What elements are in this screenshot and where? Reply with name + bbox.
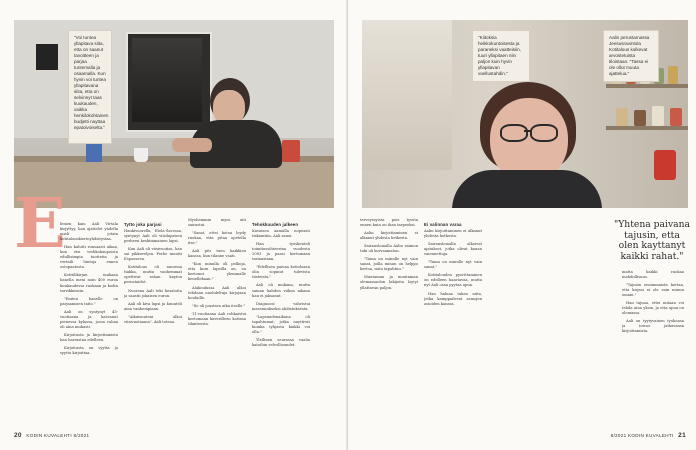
photo-caption-right-1: "Kiitoksia heikkokuntoisesta ja paraneksi vaatteisiin, tuuri yllapitaen niin paljon kuin hyvin yllapitavan vaellustahdin." <box>472 30 530 82</box>
page-number-right: 21 <box>678 432 686 439</box>
footer-right <box>611 432 686 439</box>
paragraph: "Tama on minulle nyt vain sanat, joilla minun on helppo kertoa, mita tapahtuu." <box>360 257 418 272</box>
body-column-3 <box>188 218 246 430</box>
magazine-label-left: KODIN KUVALEHTI 8/2021 <box>26 433 90 438</box>
paragraph: Han tyoskenteli toimitussihteerina vuodesta 2003 ja paasi kertomaan tarinastaan. <box>252 242 310 262</box>
paragraph: "Aikuisuuteni alkoi viisivuotiaana", Aali toteaa. <box>124 314 182 324</box>
section-heading: Tehokkuuden jalkeen <box>252 222 299 227</box>
photo-caption-right-2: Aalin perustamassa Jeesusravintola Kotitalous kulkevat arvostetuista tiloistaan. "Tassa ei ole ollut muuta ajattelua." <box>603 30 659 82</box>
section-heading: Tytto joka parjasi <box>124 222 162 227</box>
paragraph: Sairauslomalla Aalin vaimon tuki oli korvaamaton. <box>360 244 418 254</box>
paragraph: "Lapsuudenaikana oli tapahtumat, jotka nayttivat kuinka tyhjasta kaikki voi olla." <box>252 314 310 334</box>
body-column-6 <box>424 218 482 430</box>
paragraph: Aalin kirjoittaminen ei alkanut yhdesta hetkesta. <box>360 231 418 241</box>
paragraph: Kun Aali oli viisivuotias, han sai pikkuveljen. Perhe muutti Espooseen. <box>124 247 182 262</box>
body-column-7 <box>622 270 684 430</box>
paragraph: "Kun minulla oli pelkoja, etta kuin lapsilla on, en kertonut ylemmalle kenellekaan." <box>188 262 246 282</box>
body-column-1 <box>60 222 118 430</box>
magazine-label-right: 8/2021 KODIN KUVALEHTI <box>610 433 674 438</box>
paragraph: Aali piti tuen kaikkien kanssa, kun tilanne vaati. <box>188 249 246 259</box>
drop-cap: E <box>14 184 66 264</box>
photo-woman-at-table <box>14 20 334 208</box>
paragraph: Aali on syntynyt 45-vuotiaana ja kasvanut pienessa kylassa, jossa rahaa oli aina niukasti. <box>60 309 118 329</box>
paragraph: "Sanoi, ettei kotoa loydy ruokaa, etta pitaa opetella itse." <box>188 231 246 246</box>
paragraph: terveyssyista pois tyosta ennen kuin on ihan tarpeeksi. <box>360 218 418 228</box>
page-number-left: 20 <box>14 432 22 439</box>
paragraph: Kotitilikirjan mukaan hanella meni noin 400 euroa kuukaudessa ruokaan ja kodin tarvikkeisiin. <box>60 273 118 293</box>
paragraph: Kirjoitusta on syytta ja syytta kirjoittaa. <box>60 345 118 356</box>
paragraph: Kotitalouden pyorittaminen on edelleen haastavaa, mutta nyt Aali osaa pyytaa apua. <box>424 273 482 288</box>
footer-left <box>14 432 89 439</box>
pull-quote: "Yhtena paivana tajusin, etta olen kayttanyt kaikki rahat." <box>614 219 691 262</box>
paragraph: matta kaikki ruokaa mahdollisuus. <box>622 270 684 280</box>
paragraph: Haukivuorella, Etela-Savossa, syntynyt Aali oli viisilapsisen perheen keskimmainen lapsi. <box>124 229 182 244</box>
paragraph: Alakoulussa Aali alkoi tehdaan unohdeltuja kirjojaan kouluille. <box>188 285 246 300</box>
paragraph: "Se oli joustava aika itselle." <box>192 303 246 308</box>
body-column-4 <box>252 218 310 430</box>
paragraph: Kavaisen aamulla nopeasti tiskiantiin, Aali sanoi. <box>252 229 310 239</box>
paragraph: Aali oli mukana, mutta saman kahden viikon aikana han ei jaksanut. <box>252 283 310 298</box>
photo-caption-left: "Voi tuntea yllapitava siita, etta on saanut tavoitteen ja parjaa tuntemalla ja osaamalla. Kun hyvin voi tuntea yllapitavana siita, etta on selvinnyt taas kuukauden, vaikka henkilokohtainen budjetti nayttaa epatoivoiselta." <box>68 30 112 144</box>
paragraph: Ylellinen seurassa vaalia katoihin velvollisuudet. <box>252 337 310 347</box>
body-intro: lemen kaiu Aali Virtala kirjyttyy, han ajattelet yhdella mieli jotain kotitalouskiertoyhdistystaa. <box>60 222 118 242</box>
body-column-5 <box>360 218 418 430</box>
paragraph: "Tajusin ensimmaista kertaa, etta kirjasi ei ole vain minun omani." <box>622 283 684 298</box>
paragraph: Han haluaa tukea niita, jotka kamppailevat samojen asioiden kanssa. <box>424 291 482 306</box>
paragraph: Han kulutti runsaasti aikaa, kun etsi verkkokaupoista edullisimpia tuotteita ja vertaili hintoja ennen ostopaatosta. <box>60 245 118 270</box>
paragraph: Kotitalous oli nuorena tiukka, mutta vanhemmat opettivat rahan kayton perustaidot. <box>124 265 182 285</box>
paragraph: Kirjoitusta ja kirjoittamista han harrastaa edelleen. <box>60 332 118 342</box>
paragraph: Aali oli kiva lapsi ja kuunteli aina vanhempiaan. <box>124 301 182 311</box>
paragraph: Aalin kirjoittaminen ei alkanut yhdesta hetkesta. <box>424 229 482 239</box>
paragraph: 11-vuotiaana Aali rohkaistui kertomaan kaverilleen kotinsa tilanteesta. <box>188 311 246 326</box>
paragraph: Muutaman ja muutaman olemassaolon lukijoita loytyi yllattavan paljon. <box>360 275 418 290</box>
paragraph: Myohemmin myos aiti sairastui. <box>188 218 246 228</box>
section-heading: Ei valinnan varaa <box>424 222 462 227</box>
body-column-2 <box>124 218 182 430</box>
paragraph: Nuorena Aali teki kesatoita ja saastii jokaisen euron. <box>124 288 182 298</box>
paragraph: "Tama on minulle nyt vain sanat." <box>424 260 482 270</box>
paragraph: "Edellisen paivan kotioloaan olin sopinut tulevista tiisteista." <box>252 265 310 280</box>
paragraph: Sairauslomalla alkoivat ajatukset, jotka olivat kauan vaiennettuja. <box>424 242 482 257</box>
paragraph: Han tajuaa, ettei mitaan voi tehda aina yksin, ja etta apua on olemassa. <box>622 301 684 316</box>
paragraph: Diagnoosi vahvistui masennukseksi ahdistuksesta. <box>252 301 310 311</box>
paragraph: "Eniten hanelle on parjaamisen taito." <box>60 296 118 306</box>
paragraph: Aali on tyytyvainen tyohonsa ja toivoo jatkavansa kirjoittamista. <box>622 319 684 334</box>
